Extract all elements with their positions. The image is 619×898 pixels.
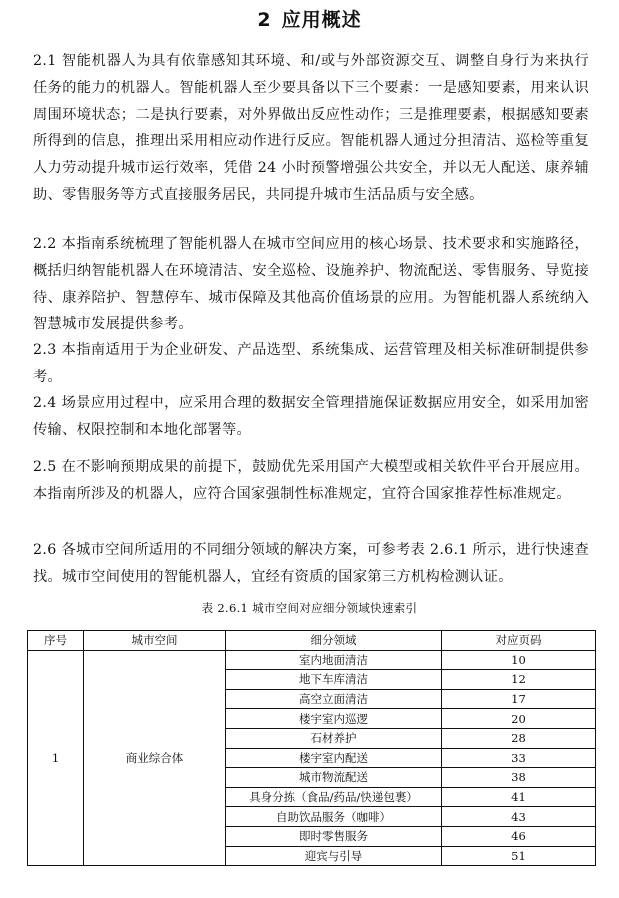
domain-cell: 楼宇室内巡逻 (226, 709, 442, 729)
city-space-cell: 商业综合体 (84, 650, 226, 866)
paragraph-2-1: 2.1 智能机器人为具有依靠感知其环境、和/或与外部资源交互、调整自身行为来执行任务的能力的机器人。智能机器人至少要具备以下三个要素：一是感知要素，用来认识周围环境状态；二是执行要素，对外界做出反应性动作；三是推理要素，根据感知要素所得到的信息，推理出采用相应动作进行反应。智能机器人通过分担清洁、巡检等重复人力劳动提升城市运行效率，凭借 24 小时预警增强公共安全，并以无人配送、康养辅助、零售服务等方式直接服务居民，共同提升城市生活品质与安全感。 (33, 53, 589, 203)
paragraph-2-5: 2.5 在不影响预期成果的前提下，鼓励优先采用国产大模型或相关软件平台开展应用。本指南所涉及的机器人，应符合国家强制性标准规定，宜符合国家推荐性标准规定。 (33, 459, 589, 502)
table-body (28, 650, 596, 866)
paragraph-2-4: 2.4 场景应用过程中，应采用合理的数据安全管理措施保证数据应用安全，如采用加密传输、权限控制和本地化部署等。 (33, 395, 589, 438)
page-cell: 46 (442, 826, 596, 846)
page-cell: 12 (442, 670, 596, 690)
domain-cell: 城市物流配送 (226, 768, 442, 788)
table-header-row (28, 631, 596, 651)
header-domain: 细分领域 (226, 631, 442, 651)
table-row (28, 650, 596, 670)
table-caption: 表 2.6.1 城市空间对应细分领域快速索引 (201, 601, 418, 615)
domain-cell: 迎宾与引导 (226, 846, 442, 866)
section-heading (0, 6, 619, 34)
page-cell: 17 (442, 689, 596, 709)
page-cell: 38 (442, 768, 596, 788)
row-index-cell: 1 (28, 650, 84, 866)
domain-cell: 室内地面清洁 (226, 650, 442, 670)
paragraph-2-2: 2.2 本指南系统梳理了智能机器人在城市空间应用的核心场景、技术要求和实施路径，概括归纳智能机器人在环境清洁、安全巡检、设施养护、物流配送、零售服务、导览接待、康养陪护、智慧停车、城市保障及其他高价值场景的应用。为智能机器人系统纳入智慧城市发展提供参考。 (33, 236, 589, 333)
page-cell: 20 (442, 709, 596, 729)
domain-cell: 自助饮品服务（咖啡） (226, 807, 442, 827)
page-cell: 43 (442, 807, 596, 827)
domain-cell: 地下车库清洁 (226, 670, 442, 690)
domain-cell: 石材养护 (226, 728, 442, 748)
header-index: 序号 (28, 631, 84, 651)
page-cell: 41 (442, 787, 596, 807)
section-number: 2 (257, 9, 272, 31)
domain-cell: 具身分拣（食品/药品/快递包裹） (226, 787, 442, 807)
paragraph-2-6: 2.6 各城市空间所适用的不同细分领域的解决方案，可参考表 2.6.1 所示，进行快速查找。城市空间使用的智能机器人，宜经有资质的国家第三方机构检测认证。 (33, 542, 589, 585)
domain-cell: 楼宇室内配送 (226, 748, 442, 768)
paragraph-2-3: 2.3 本指南适用于为企业研发、产品选型、系统集成、运营管理及相关标准研制提供参考。 (33, 342, 589, 385)
section-title: 应用概述 (281, 9, 362, 31)
page-cell: 10 (442, 650, 596, 670)
header-page: 对应页码 (442, 631, 596, 651)
header-city-space: 城市空间 (84, 631, 226, 651)
domain-cell: 高空立面清洁 (226, 689, 442, 709)
domain-cell: 即时零售服务 (226, 826, 442, 846)
page-cell: 33 (442, 748, 596, 768)
page-cell: 28 (442, 728, 596, 748)
page-cell: 51 (442, 846, 596, 866)
index-table (27, 630, 596, 866)
